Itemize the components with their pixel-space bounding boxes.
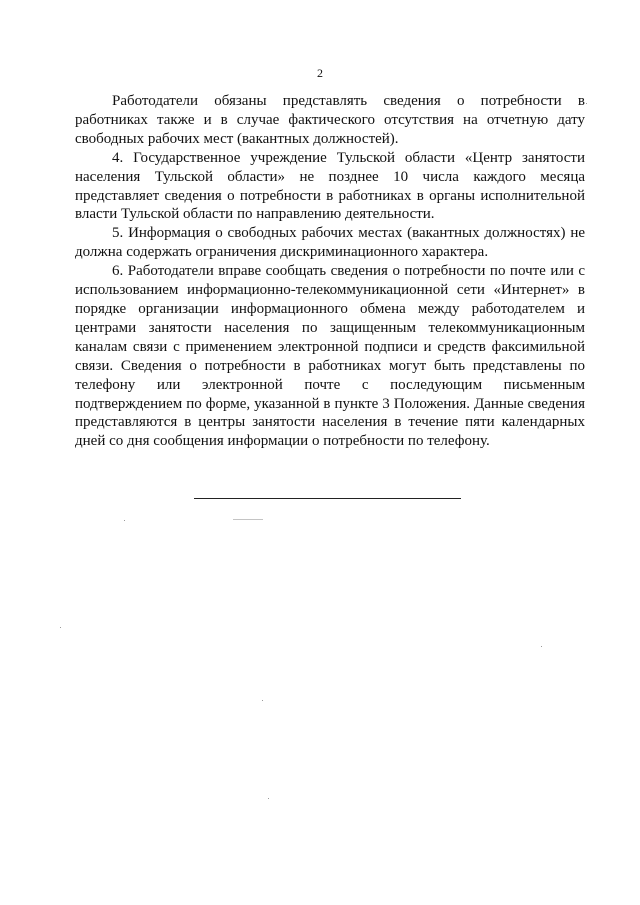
paragraph-item-6: 6. Работодатели вправе сообщать сведения о потребности по почте или с использованием информационно-телекоммуникационной сети «Интернет» в порядке организации информационного обмена между работодателем и центрами занятости населения по защищенным телекоммуникационным каналам связи с применением электронной подписи и средств факсимильной связи. Сведения о потребности в работниках могут быть представлены по телефону или электронной почте с последующим письменным подтверждением по форме, указанной в пункте 3 Положения. Данные сведения представляются в центры занятости населения в течение пяти календарных дней со дня сообщения информации о потребности по телефону. — [75, 263, 585, 450]
paragraph-item-5: 5. Информация о свободных рабочих местах (вакантных должностях) не должна содержать ограничения дискриминационного характера. — [75, 225, 585, 261]
scan-speck — [60, 627, 61, 628]
scan-speck — [233, 519, 263, 520]
page-number: 2 — [317, 66, 323, 80]
paragraph-reporting-obligation: Работодатели обязаны представлять сведения о потребности в работниках также и в случае фактического отсутствия на отчетную дату свободных рабочих мест (вакантных должностей). — [75, 93, 585, 147]
scan-speck — [586, 103, 587, 104]
end-of-text-divider — [194, 498, 461, 499]
scan-speck — [124, 520, 125, 521]
scan-speck — [268, 798, 269, 799]
document-body — [75, 92, 585, 451]
scan-speck — [262, 700, 263, 701]
scan-speck — [541, 646, 542, 647]
paragraph-item-4: 4. Государственное учреждение Тульской области «Центр занятости населения Тульской области» не позднее 10 числа каждого месяца представляет сведения о потребности в работниках в органы исполнительной власти Тульской области по направлению деятельности. — [75, 149, 585, 223]
